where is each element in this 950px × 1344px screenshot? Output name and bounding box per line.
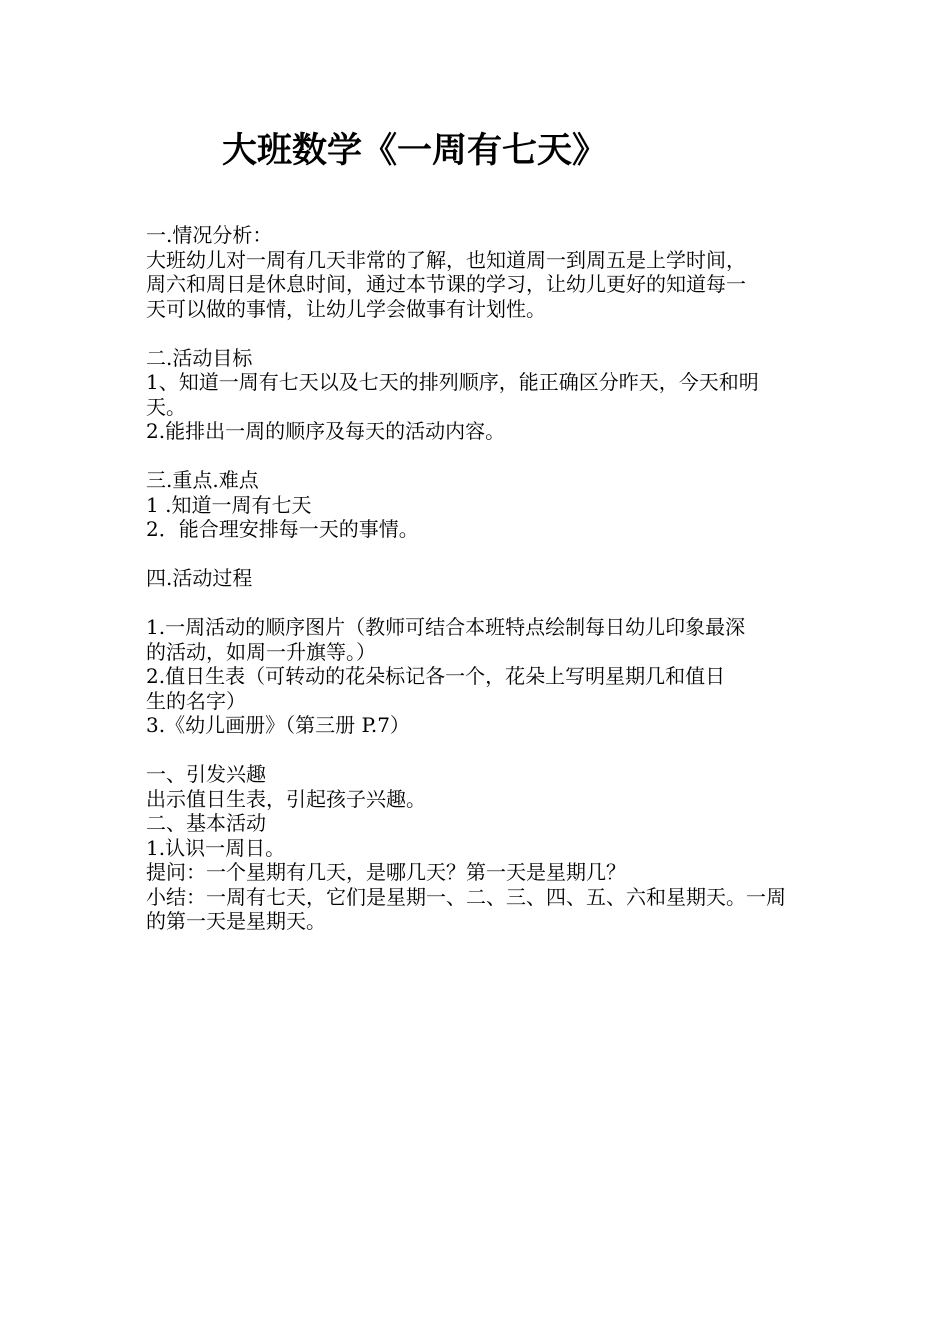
section-heading-goals: 二.活动目标	[146, 345, 253, 370]
blank-line	[146, 321, 810, 346]
analysis-line: 天可以做的事情，让幼儿学会做事有计划性。	[146, 296, 546, 321]
process-line: 2.值日生表（可转动的花朵标记各一个，花朵上写明星期几和值日	[146, 664, 726, 688]
document-title: 大班数学《一周有七天》	[222, 130, 608, 171]
process-line: 的活动，如周一升旗等。）	[146, 639, 376, 664]
blank-line	[146, 738, 810, 763]
goals-line: 2.能排出一周的顺序及每天的活动内容。	[146, 419, 506, 443]
analysis-line: 大班幼儿对一周有几天非常的了解，也知道周一到周五是上学时间，	[146, 247, 746, 272]
process-line: 1.一周活动的顺序图片（教师可结合本班特点绘制每日幼儿印象最深	[146, 615, 746, 639]
key-points-line: 2．能合理安排每一天的事情。	[146, 517, 419, 541]
section-heading-analysis: 一.情况分析：	[146, 223, 273, 247]
section-heading-basic-activity: 二、基本活动	[146, 811, 266, 835]
section-heading-interest: 一、引发兴趣	[146, 762, 266, 786]
goals-line: 天。	[146, 394, 186, 419]
basic-activity-line: 小结：一周有七天，它们是星期一、二、三、四、五、六和星期天。一周	[146, 884, 786, 909]
basic-activity-line: 1.认识一周日。	[146, 835, 286, 860]
section-heading-process: 四.活动过程	[146, 566, 253, 590]
goals-line: 1、知道一周有七天以及七天的排列顺序，能正确区分昨天，今天和明	[146, 370, 759, 394]
blank-line	[146, 591, 810, 616]
basic-activity-line: 的第一天是星期天。	[146, 909, 326, 933]
interest-line: 出示值日生表，引起孩子兴趣。	[146, 786, 426, 811]
process-line: 生的名字）	[146, 688, 246, 713]
section-heading-key-points: 三.重点.难点	[146, 468, 259, 492]
blank-line	[146, 542, 810, 567]
basic-activity-line: 提问：一个星期有几天，是哪几天？第一天是星期几？	[146, 860, 626, 884]
process-line: 3.《幼儿画册》（第三册 P.7）	[146, 713, 410, 737]
blank-line	[146, 444, 810, 469]
key-points-line: 1 .知道一周有七天	[146, 492, 312, 517]
analysis-line: 周六和周日是休息时间，通过本节课的学习，让幼儿更好的知道每一	[146, 272, 746, 296]
document-body	[146, 223, 810, 934]
